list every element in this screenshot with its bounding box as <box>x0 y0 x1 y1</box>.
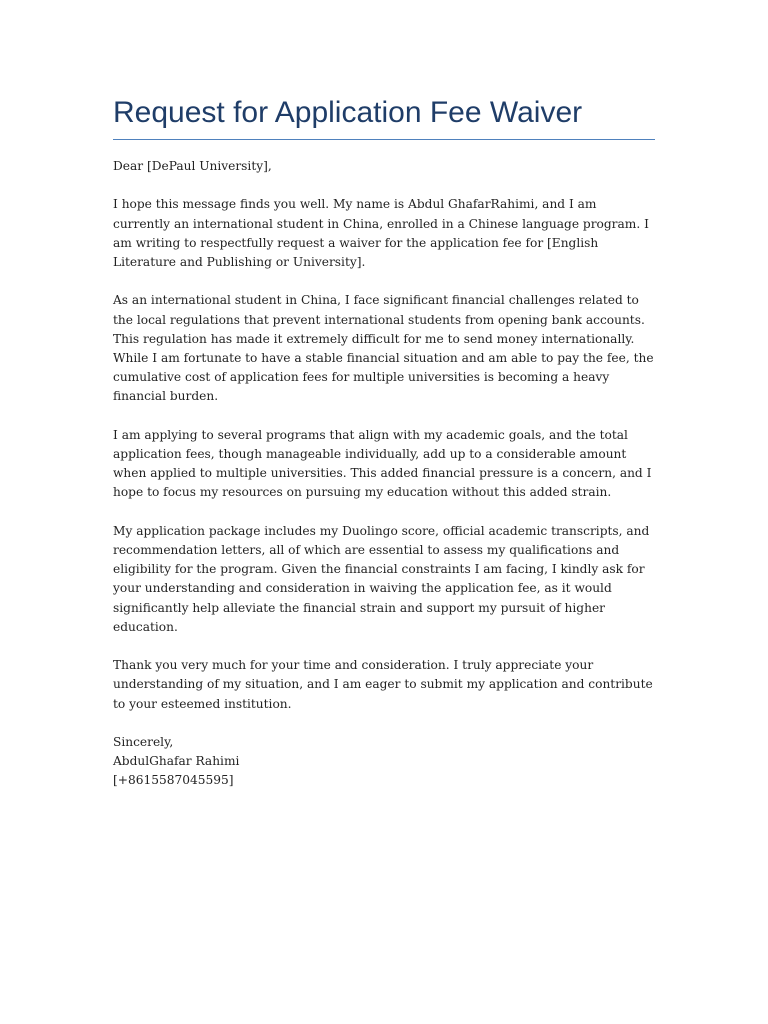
paragraph-thank-you: Thank you very much for your time and consideration. I truly appreciate your understanding of my situation, and I am eager to submit my application and contribute to your esteemed institution. <box>113 658 653 711</box>
closing: Sincerely, <box>113 735 174 749</box>
paragraph-multiple-applications: I am applying to several programs that align with my academic goals, and the total application fees, though manageable individually, add up to a considerable amount when applied to multiple universities. This added financial pressure is a concern, and I hope to focus my resources on pursuing my education without this added strain. <box>113 427 652 500</box>
salutation: Dear [DePaul University], <box>113 159 272 173</box>
document-content <box>113 94 655 791</box>
paragraph-application-package: My application package includes my Duolingo score, official academic transcripts, and recommendation letters, all of which are essential to assess my qualifications and eligibility for the program. Given the financial constraints I am facing, I kindly ask for your understanding and consideration in waiving the application fee, as it would significantly help alleviate the financial strain and support my pursuit of higher education. <box>113 523 650 634</box>
paragraph-introduction: I hope this message finds you well. My name is Abdul GhafarRahimi, and I am currently an international student in China, enrolled in a Chinese language program. I am writing to respectfully request a waiver for the application fee for [English Literature and Publishing or University]. <box>113 197 649 269</box>
letter-body <box>113 157 655 791</box>
phone-number: [+8615587045595] <box>113 773 234 788</box>
signature-name: AbdulGhafar Rahimi <box>113 754 240 769</box>
title-underline <box>113 139 655 140</box>
paragraph-financial-challenges: As an international student in China, I face significant financial challenges related to the local regulations that prevent international students from opening bank accounts. This regulation has made it extremely difficult for me to send money internationally. While I am fortunate to have a stable financial situation and am able to pay the fee, the cumulative cost of application fees for multiple universities is becoming a heavy financial burden. <box>113 293 654 404</box>
document-title: Request for Application Fee Waiver <box>113 96 583 129</box>
